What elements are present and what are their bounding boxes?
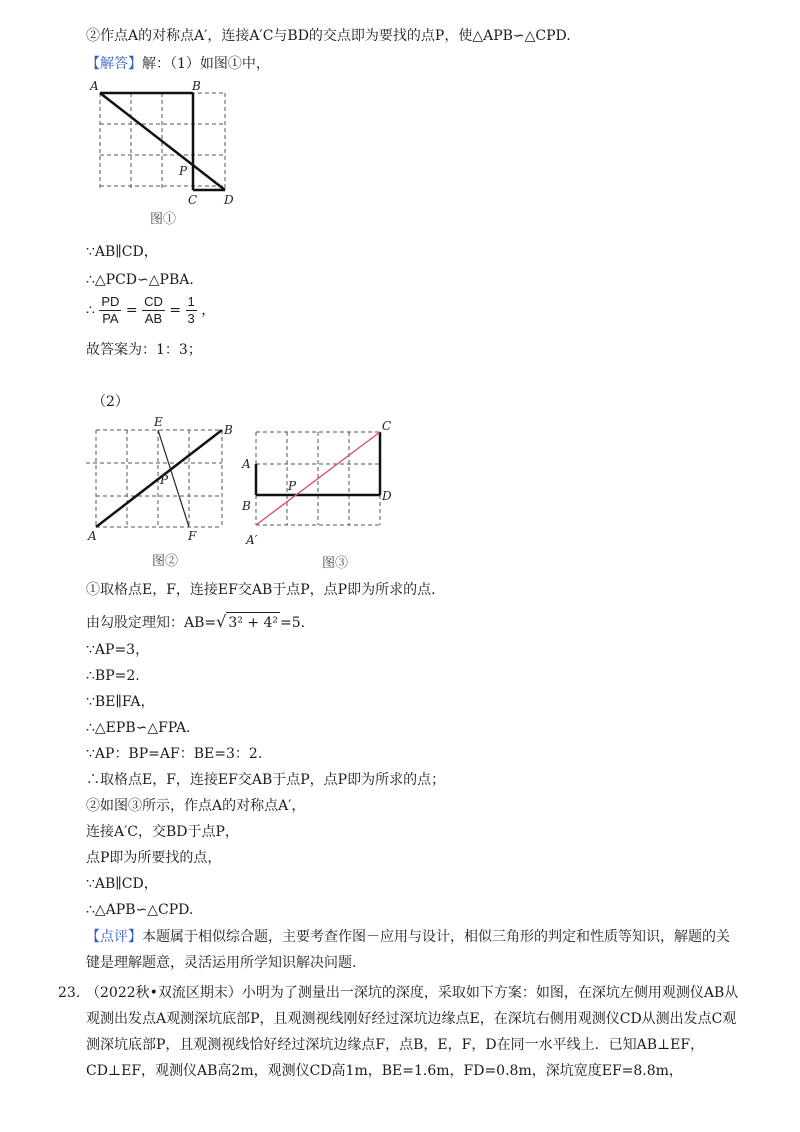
fraction-cd-ab [142, 294, 165, 327]
p2-line11: 点P即为所要找的点， [86, 850, 222, 866]
fig1-label-p: P [179, 164, 188, 178]
fig3-label-d: D [382, 489, 392, 503]
frac3-den: 3 [187, 311, 195, 326]
fig3-label-a-prime: A′ [246, 533, 258, 547]
fraction-one-third [186, 294, 197, 327]
fig1-caption: 图① [150, 212, 177, 227]
p2-line6: ∴△EPB∽△FPA. [86, 720, 191, 736]
comment-paragraph [86, 924, 740, 976]
p2-line3: ∵AP=3， [86, 642, 150, 658]
answer-heading [86, 54, 270, 74]
p2-line9: ②如图③所示，作点A的对称点A′， [86, 798, 306, 814]
fig3-label-c: C [382, 419, 392, 433]
top-line: ②作点A的对称点A′，连接A′C与BD的交点即为要找的点P，使△APB∽△CPD. [86, 28, 571, 44]
fig2-label-b: B [224, 423, 233, 437]
answer-intro: 解：（1）如图①中， [142, 56, 270, 72]
fig1-label-c: C [188, 193, 198, 207]
fig1-label-a: A [90, 79, 99, 93]
fig3-label-a: A [242, 457, 251, 471]
p2-line4: ∴BP=2. [86, 668, 140, 684]
fig2-label-a: A [88, 529, 97, 542]
fig2-label-f: F [188, 529, 197, 542]
p1-answer: 故答案为：1：3； [86, 342, 202, 358]
fig3-label-p: P [288, 479, 297, 493]
fig1-label-d: D [224, 193, 234, 207]
comment-tag: 【点评】 [86, 929, 142, 945]
figure-2 [82, 412, 242, 542]
equals-1: = [125, 302, 138, 319]
question-23-text: （2022秋•双流区期末）小明为了测量出一深坑的深度，采取如下方案：如图，在深坑左侧用观测仪AB从观测出发点A观测深坑底部P，且观测视线刚好经过深坑边缘点E，在深坑右侧用观测仪CD从测出发点C观测深坑底部P，且观测视线恰好经过深坑边缘点F，点B，E，F，D在同一水平线上．已知AB⊥EF，CD⊥EF，观测仪AB高2m，观测仪CD高1m，BE=1.6m，FD=0.8m，深坑宽度EF=8.8m， [86, 985, 739, 1079]
equals-2: = [169, 302, 182, 319]
fig1-label-b: B [192, 79, 201, 93]
figure-1 [88, 78, 238, 228]
pythagoras-result: =5. [280, 615, 306, 631]
p1-line2: ∴△PCD∽△PBA. [86, 272, 194, 288]
question-number: 23. [58, 985, 81, 1001]
p2-line12: ∵AB∥CD， [86, 876, 158, 892]
frac3-num: 1 [187, 294, 195, 309]
pythagoras-prefix: 由勾股定理知：AB= [86, 615, 217, 631]
frac2-den: AB [144, 311, 163, 326]
fig2-label-e: E [154, 415, 163, 429]
comment-text: 本题属于相似综合题，主要考查作图－应用与设计，相似三角形的判定和性质等知识，解题的关键是理解题意，灵活运用所学知识解决问题. [86, 929, 730, 971]
p1-ratio [86, 294, 215, 327]
p2-line2: 由勾股定理知：AB=√ 3² + 4² =5. [86, 612, 306, 631]
p2-line7: ∵AP：BP=AF：BE=3：2. [86, 746, 263, 762]
p2-line10: 连接A′C，交BD于点P， [86, 824, 239, 840]
p2-line13: ∴△APB∽△CPD. [86, 902, 194, 918]
p2-line5: ∵BE∥FA， [86, 694, 155, 710]
therefore-symbol: ∴ [86, 302, 95, 319]
fig3-caption: 图③ [322, 556, 349, 571]
fraction-pd-pa [99, 294, 121, 327]
p2-line1: ①取格点E，F，连接EF交AB于点P，点P即为所求的点. [86, 582, 436, 598]
frac1-num: PD [101, 294, 120, 309]
ratio-tail: ， [201, 302, 216, 319]
part2-label: （2） [92, 394, 129, 410]
p1-line1: ∵AB∥CD， [86, 244, 158, 260]
p2-line8: ∴取格点E，F，连接EF交AB于点P，点P即为所求的点； [86, 772, 446, 788]
figure-3 [240, 414, 400, 550]
fig3-label-b: B [242, 499, 251, 513]
answer-tag: 【解答】 [86, 56, 142, 72]
fig2-label-p: P [160, 473, 169, 487]
fig2-caption: 图② [152, 554, 179, 569]
radicand: 3² + 4² [226, 612, 280, 633]
frac1-den: PA [102, 311, 119, 326]
frac2-num: CD [144, 294, 163, 309]
